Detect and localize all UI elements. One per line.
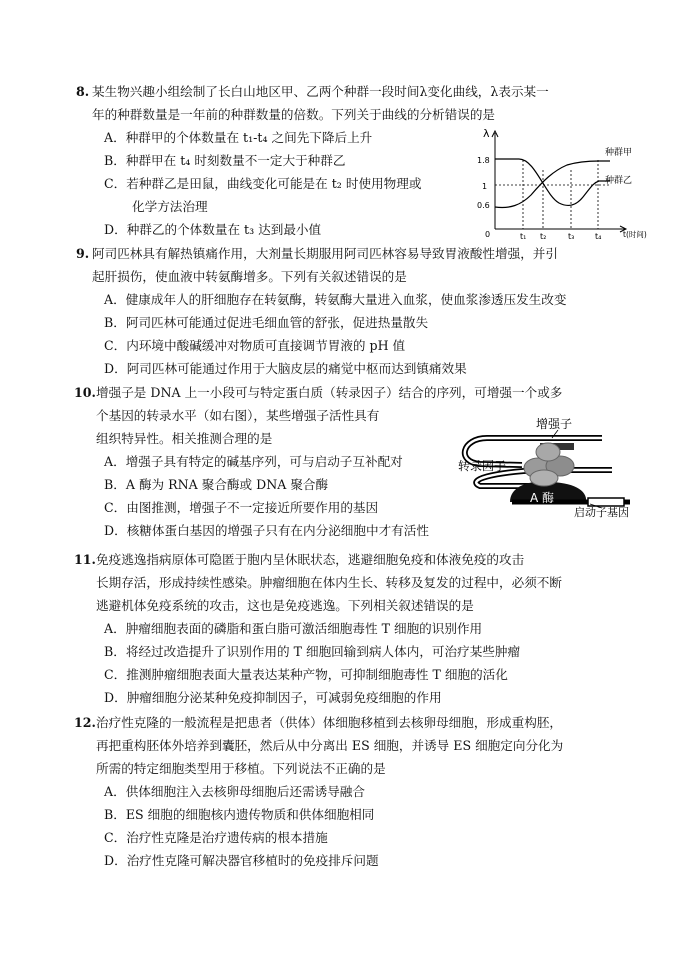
question-8-option-b: B．种群甲在 t₄ 时刻数量不一定大于种群乙 bbox=[104, 153, 346, 168]
question-10-stem-line3: 组织特异性。相关推测合理的是 bbox=[96, 431, 273, 446]
question-9-option-d: D．阿司匹林可能通过作用于大脑皮层的痛觉中枢而达到镇痛效果 bbox=[104, 361, 467, 376]
graph-x-tick-t4: t₄ bbox=[595, 232, 602, 240]
question-12-stem-line2: 再把重构胚体外培养到囊胚，然后从中分离出 ES 细胞，并诱导 ES 细胞定向分化为 bbox=[96, 738, 564, 753]
lambda-curve-graph bbox=[475, 125, 680, 240]
question-12-stem-line1: 治疗性克隆的一般流程是把患者（供体）体细胞移植到去核卵母细胞，形成重构胚， bbox=[96, 715, 562, 730]
question-8-option-c: C．若种群乙是田鼠，曲线变化可能是在 t₂ 时使用物理或 bbox=[104, 176, 422, 191]
question-9-option-b: B．阿司匹林可能通过促进毛细血管的舒张，促进热量散失 bbox=[104, 315, 429, 330]
question-9-number: 9. bbox=[76, 246, 90, 261]
label-transcription-factor: 转录因子 bbox=[458, 459, 507, 473]
question-9-option-c: C．内环境中酸碱缓冲对物质可直接调节胃液的 pH 值 bbox=[104, 338, 406, 353]
graph-label-jia: 种群甲 bbox=[605, 148, 633, 158]
graph-x-tick-t1: t₁ bbox=[520, 232, 527, 240]
question-10-option-d: D．核糖体蛋白基因的增强子只有在内分泌细胞中才有活性 bbox=[104, 523, 429, 538]
question-11-option-d: D．肿瘤细胞分泌某种免疫抑制因子，可减弱免疫细胞的作用 bbox=[104, 690, 442, 705]
transcription-factor-3 bbox=[536, 443, 560, 461]
question-12-option-d: D．治疗性克隆可解决器官移植时的免疫排斥问题 bbox=[104, 853, 379, 868]
question-10-stem-line1: 增强子是 DNA 上一小段可与特定蛋白质（转录因子）结合的序列，可增强一个或多 bbox=[96, 385, 563, 400]
graph-x-axis-label: t(时间) bbox=[623, 230, 647, 239]
question-10-stem-line2: 个基因的转录水平（如右图），某些增强子活性具有 bbox=[96, 408, 380, 423]
graph-y-axis-label: λ bbox=[483, 127, 490, 140]
curve-population-jia bbox=[495, 159, 610, 205]
label-enhancer: 增强子 bbox=[536, 417, 573, 431]
question-11-option-b: B．将经过改造提升了识别作用的 T 细胞回输到病人体内，可治疗某些肿瘤 bbox=[104, 644, 521, 659]
question-11-stem-line2: 长期存活，形成持续性感染。肿瘤细胞在体内生长、转移及复发的过程中，必须不断 bbox=[96, 575, 562, 590]
question-10-option-c: C．由图推测，增强子不一定接近所要作用的基因 bbox=[104, 500, 379, 515]
graph-origin: 0 bbox=[485, 230, 491, 239]
label-enzyme-a: A 酶 bbox=[530, 491, 555, 505]
question-12-option-a: A．供体细胞注入去核卵母细胞后还需诱导融合 bbox=[104, 784, 365, 799]
question-8-stem-line2: 年的种群数量是一年前的种群数量的倍数。下列关于曲线的分析错误的是 bbox=[92, 107, 495, 122]
graph-x-tick-t3: t₃ bbox=[568, 232, 575, 240]
question-8-option-c-cont: 化学方法治理 bbox=[132, 199, 208, 214]
question-10-option-a: A．增强子具有特定的碱基序列，可与启动子互补配对 bbox=[104, 454, 403, 469]
question-11-stem-line3: 逃避机体免疫系统的攻击，这也是免疫逃逸。下列相关叙述错误的是 bbox=[96, 598, 474, 613]
enhancer-diagram bbox=[452, 416, 660, 520]
graph-label-yi: 种群乙 bbox=[605, 176, 633, 186]
question-9-stem-line2: 起肝损伤，使血液中转氨酶增多。下列有关叙述错误的是 bbox=[92, 269, 407, 284]
graph-x-tick-t2: t₂ bbox=[540, 232, 547, 240]
question-10-number: 10. bbox=[74, 385, 96, 400]
question-10-option-b: B．A 酶为 RNA 聚合酶或 DNA 聚合酶 bbox=[104, 477, 329, 492]
question-12-option-c: C．治疗性克隆是治疗遗传病的根本措施 bbox=[104, 830, 328, 845]
question-11-option-a: A．肿瘤细胞表面的磷脂和蛋白脂可激活细胞毒性 T 细胞的识别作用 bbox=[104, 621, 483, 636]
question-9-stem-line1: 阿司匹林具有解热镇痛作用，大剂量长期服用阿司匹林容易导致胃液酸性增强，并引 bbox=[92, 246, 558, 261]
transcription-factor-4 bbox=[530, 470, 558, 486]
question-9-option-a: A．健康成年人的肝细胞存在转氨酶，转氨酶大量进入血浆，使血浆渗透压发生改变 bbox=[104, 292, 567, 307]
question-12-stem-line3: 所需的特定细胞类型用于移植。下列说法不正确的是 bbox=[96, 761, 386, 776]
question-8-option-d: D．种群乙的个体数量在 t₃ 达到最小值 bbox=[104, 222, 322, 237]
question-8-stem-line1: 某生物兴趣小组绘制了长白山地区甲、乙两个种群一段时间λ变化曲线，λ表示某一 bbox=[92, 84, 549, 99]
question-11-option-c: C．推测肿瘤细胞表面大量表达某种产物，可抑制细胞毒性 T 细胞的活化 bbox=[104, 667, 508, 682]
question-8-number: 8. bbox=[76, 84, 90, 99]
graph-tick-1: 1 bbox=[482, 182, 488, 191]
question-12-option-b: B．ES 细胞的细胞核内遗传物质和供体细胞相同 bbox=[104, 807, 375, 822]
question-11-number: 11. bbox=[74, 552, 96, 567]
question-11-stem-line1: 免疫逃逸指病原体可隐匿于胞内呈休眠状态，逃避细胞免疫和体液免疫的攻击 bbox=[96, 552, 525, 567]
question-12-number: 12. bbox=[74, 715, 96, 730]
question-8-option-a: A．种群甲的个体数量在 t₁-t₄ 之间先下降后上升 bbox=[104, 130, 373, 145]
label-promoter-gene: 启动子基因 bbox=[574, 506, 629, 519]
graph-tick-1-8: 1.8 bbox=[477, 156, 490, 165]
graph-tick-0-6: 0.6 bbox=[477, 201, 490, 210]
